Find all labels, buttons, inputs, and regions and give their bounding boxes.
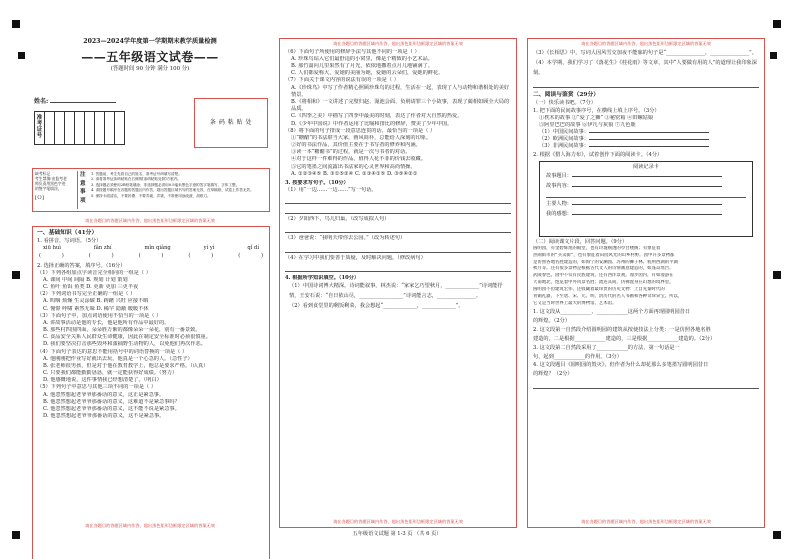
r-q1: 1. 把下面的民间故事序号，在横线上填上序号。（3分） — [533, 107, 660, 114]
pinyin-1: xiū huì — [43, 245, 61, 252]
exam-no-cell[interactable] — [75, 112, 85, 145]
main-title: ——五年级语文试卷—— — [81, 49, 219, 64]
q2-3: （3）下面句子中，加点词语使用不恰当的一项是（ ） — [37, 312, 162, 319]
subtitle: (答题时间 90 分钟 满分 100 分) — [110, 66, 190, 73]
pinyin-row — [37, 245, 265, 252]
r-q1-cat: （2）欧洲民间故事： — [533, 136, 759, 143]
notice-title: 注 意 事 项 — [77, 171, 87, 209]
q2-5-option: D. 他忽然想起老爷爷那番话的意义，这不是紧急事。 — [43, 413, 165, 420]
mid-line: A.《珍珠鸟》中写了作者精心照顾珍珠鸟的过程，生活在一起，表现了人与动物和谐相处的美好情景。 — [291, 84, 510, 98]
pinyin-answer-1[interactable]: ( ) — [39, 253, 64, 260]
pinyin-answer-3[interactable]: ( ) — [138, 253, 164, 260]
absence-mark-note: 缺考标记 考生禁填!由监考老 师负责用黑色字迹 的签字笔填涂。 [Ｏ] — [35, 171, 75, 201]
r-q1-cat: （3）非洲民间故事： — [533, 143, 759, 150]
warning-bottom-left: 请在各题目的答题区域内作答，超出黑色矩形边框限定区域的答案无效 — [85, 523, 215, 528]
card-row: 故事题目： — [546, 173, 746, 180]
pinyin-answer-2[interactable]: ( ) — [88, 253, 114, 260]
q2-3-option: C. 食品安全关系人民群众生命健康，因此在制定安全标准时必须很慎重。 — [43, 334, 211, 341]
right-line: （4）本学期，我们学习了《落花生》《桂花雨》等文章，其中“人要做有用的人”的道理让我印象深刻。 — [533, 59, 757, 76]
reading-card — [539, 161, 753, 237]
mid-line: B.《将相和》一文讲述了完璧归赵、渑池会面、负荆请罪三个小故事，表现了蔺相如顾全大局的品质。 — [291, 99, 510, 113]
pinyin-5: qǐ dí — [247, 245, 259, 252]
registration-mark-ml — [12, 271, 20, 279]
answer-line[interactable] — [285, 223, 511, 233]
mid-line: D.《少年中国说》中作者运用了比喻和排比的修辞，赞美了少年中国。 — [291, 120, 453, 127]
mid-q6: （6）下面句子所使用的修辞手法与其他不同的一项是（ ） — [285, 48, 420, 55]
mid-line: （1）用“一边……一边……”写一句话。 — [285, 187, 377, 194]
q2-1-option: C. 鱼叶 鱼饵 鱼类 D. 更新 更加 三更半夜 — [43, 284, 139, 291]
mid-line: ③读一本“糖醋书”的过程，就是一次与书者的对话。 — [291, 149, 411, 156]
card-row: 主要人物： — [546, 201, 746, 208]
r-q1-option: ⑤阿里巴巴的故事 ⑥伊凡与灰狼 ⑦九色鹿 — [539, 121, 636, 128]
answer-blank[interactable] — [572, 204, 722, 205]
right-column — [527, 38, 765, 528]
mid-q7: （7）下面关于课文内容的说法有误的一项是（ ） — [285, 77, 399, 84]
mid-line: A. 珍珠鸟钻入它们最舒适的小窝里，像是个精致的小艺术品。 — [291, 55, 433, 62]
exam-no-cell[interactable] — [45, 112, 55, 145]
q2-5-option: B. 他忽然想起老爷爷那番话的意义，这难道不是紧急事吗？ — [43, 398, 180, 405]
exam-number-grid — [34, 111, 125, 145]
name-row — [34, 98, 116, 106]
exam-no-cell[interactable] — [115, 112, 125, 145]
name-label: 姓名: — [34, 98, 49, 105]
page-footer: 五年级语文试题 第 1-3 页 （共 6 页） — [352, 531, 442, 537]
registration-mark-ml2 — [18, 52, 25, 59]
sub1-heading: （一）快乐读书吧。（7分） — [533, 100, 596, 107]
passage: 圆明园，有金碧辉煌的殿堂，也有玲珑剔透的亭台楼阁；有象征着 热闹街市的“买卖街”，也有象征着田园风光的山乡村野。园中许多景物都 是仿照各地名胜建造的，如海宁的安澜园、苏州的狮子林、杭州西湖的平湖 秋月等。还有很多景物是根据古代文人的诗情画意建造的，如蓬岛瑶台、 武陵春色。园中不仅有民族建筑，还有西洋景观。漫步园内，有如漫游在 天南地北，饱览着中外风景名胜；流连其间，仿佛置身在幻想的境界里。 圆明园不但建筑宏伟，还收藏着最珍贵的历史文物：上自先秦时代的 青铜礼器，下至唐、宋、元、明、清历代的名人书画和各种奇珍异宝。所以， 它又是当时世界上最大的博物馆、艺术馆。 — [533, 245, 683, 306]
barcode-label: 条 码 粘 贴 处 — [209, 118, 253, 126]
q2-2-option: C. 憧憬 呼啸 素然无味 D. 稀罕 隐蔽 暖暖不休 — [43, 305, 149, 312]
q2-2: （2）下列词语书写完全正确的一组是（ ） — [37, 291, 136, 298]
warning-top-left: 请在各题目的答题区域内作答，超出黑色矩形边框限定区域的答案无效 — [85, 218, 215, 223]
answer-line[interactable] — [285, 262, 511, 272]
answer-blank[interactable] — [572, 176, 722, 177]
q2-4-option: B. 张老师很男孩，但是对于他在教育教学上，他总是要求严格。（认真） — [43, 362, 209, 369]
mid-line: C. 人们都爱称大，爱她的美丽为她，爱她的云朵们，爱她的鲜花。 — [291, 70, 444, 77]
r-q1-cat: （1）中国民间故事： — [533, 129, 759, 136]
warning-top-right: 请在各题目的答题区域内作答，超出黑色矩形边框限定区域的答案无效 — [581, 41, 711, 46]
answer-line[interactable] — [285, 194, 511, 204]
q2-5-option: A. 他忽然想起老爷爷那番话的意义，这正是紧急事。 — [43, 391, 165, 398]
mid-line: （1）中国诗词博大精深。诗词能叙事，林杰说：“家家乞巧望秋月，_____________”诗词能抒情，王安石说：“自日依山尽，_________________”诗词能言志，_______________。 — [289, 282, 503, 299]
q2-3-option: D. 我们要坚决打击那些毁坏和滥捕野生动物的人，以免他们再次作恶。 — [43, 341, 206, 348]
pinyin-4: yí yì — [203, 245, 215, 252]
barcode-area — [194, 98, 268, 148]
q2-1: （1）下列各组加点字读音完全相同的一组是（ ） — [37, 269, 151, 276]
absence-mark-tag[interactable]: [Ｏ] — [35, 194, 44, 201]
q2-1-option: A. 课间 中间 间隔 B. 规划 计划 策划 — [43, 276, 128, 283]
pinyin-answer-5[interactable]: ( ) — [238, 253, 263, 260]
answer-line[interactable] — [285, 204, 511, 214]
answer-line[interactable] — [546, 190, 746, 198]
pinyin-answer-row — [37, 253, 265, 260]
answer-blank[interactable] — [572, 186, 722, 187]
instructions-box — [32, 168, 270, 212]
right-line: （3）《长相思》中，写词人因风雪交加夜不能寐的句子是“_______________，_______________”。 — [533, 49, 757, 56]
mid-line: ④对于这样一件难得的作品，值得人花不菲的价钱去收藏。 — [291, 156, 426, 163]
exam-no-cell[interactable] — [65, 112, 75, 145]
q2-4: （4）下面句子表达的意思不能用括号中的词语替换的一项是（ ） — [37, 348, 188, 355]
mid-line: ②好的书法作品，其价值主要在于书写者的修养和内涵。 — [291, 142, 421, 149]
left-column — [30, 38, 270, 528]
registration-mark-mr2 — [770, 52, 777, 59]
q2-3-option: B. 那些村四围四面，朵朵胜万紫的都像朵朵一朵花，别有一番景致。 — [43, 327, 201, 334]
q2-heading: 2. 选择正确的答案，填序号。（16分） — [37, 262, 126, 269]
registration-mark-tr — [773, 20, 781, 28]
middle-column — [279, 38, 517, 528]
exam-no-cell[interactable] — [105, 112, 115, 145]
exam-title: 2023—2024学年度第一学期期末教学质量检测 — [83, 38, 217, 45]
section1-heading: 一、基础知识（41分） — [37, 230, 98, 236]
answer-blank[interactable] — [589, 132, 709, 133]
q2-4-option: C. 只要我们都能勤勤恳恳，就一定能获得好成绩。（努力） — [43, 370, 178, 377]
mid-line: ①“糖醋”的书法堪当大家，画风简朴，总能给人深刻的印象。 — [291, 134, 432, 141]
mid-q4-heading: 4. 根据所学知识填空。（10分） — [285, 274, 360, 281]
notice-items: 1. 答题前，考生先将自己的姓名、准考证号码填写清楚。 2. 请将准考证条码粘贴在右侧的[条码粘贴处]的方框内。 3. 选择题必须使用2B铅笔填涂；非选择题必须用0.5毫米黑色字迹的签字笔填写，字体工整。 4. 请按题号顺序在各题的答题区内作答，超出答题区域书写的答案无效，在草稿纸、试卷上作答无效。 5. 保持卡面清洁，不要折叠、不要弄破、弄皱，不准使用涂改液、刮纸刀。 — [91, 172, 254, 198]
exam-no-cell[interactable] — [85, 112, 95, 145]
card-row: 故事内容： — [546, 183, 746, 190]
answer-line[interactable] — [533, 78, 759, 88]
section1-answer-area — [32, 226, 270, 559]
warning-top-middle: 请在各题目的答题区域内作答，超出黑色矩形边框限定区域的答案无效 — [333, 41, 463, 46]
name-input[interactable] — [50, 102, 116, 103]
answer-blank[interactable] — [572, 214, 722, 215]
r-q2: 2. 根据《猎人海力布》，试着创作下面的阅读卡。（4分） — [533, 151, 663, 158]
mid-line: C.《四季之美》中描写了四季中最美的时刻，表达了作者对大自然的热爱。 — [291, 113, 463, 120]
passage-questions: 1. 这文段从____________、____________这两个方面再现圆明园昔日 的辉煌。（2分） 2. 这文段第一自然段介绍圆明园的建筑从按使技法上分类：一是仿照各地名胜 建造的，二是根据____________建造的，三是根据____________建造的。（2分） 3. 这文段第二自然段采用了____________的方法，第一句话是一 句，起到____________的作用。（3分） 4. 这文段题目《圆明园的毁灭》，但作者为什么却花那么多笔墨写圆明园昔日 的辉煌？（2分） — [533, 309, 716, 378]
q2-5-option: C. 他忽然想起老爷爷那番话的意义，这不能不说是紧急事。 — [43, 405, 180, 412]
mid-line: （4）在学习中我们要善于质疑，及时解决问题。（修改病句） — [285, 254, 426, 261]
pinyin-3: mǐn qiǎng — [144, 245, 171, 252]
mid-line: （2）看到食堂里的剩饭剩菜，我会想起“_____________，_____________”。 — [289, 302, 464, 309]
q2-4-option: D. 他感慨地说，这件事情我已经想清楚了。（明白） — [43, 377, 162, 384]
registration-mark-mr — [773, 271, 781, 279]
q2-4-option: A. 他刚刚把作业写好就出去玩，他真是一个心急的人。（急性子） — [43, 355, 193, 362]
mid-line: （2）夕阳西下，鸟儿归巢。（改写成拟人句） — [285, 216, 390, 223]
mid-q8: （8）将下面的句子排成一段意思连贯的话，最恰当的一项是（ ） — [285, 127, 436, 134]
registration-mark-tl — [12, 20, 20, 28]
answer-line[interactable] — [533, 379, 759, 389]
mid-line: B. 那竹篙向儿里果然有了月光，依依地撒着点月儿地铺满了。 — [291, 63, 433, 70]
exam-no-cell[interactable] — [95, 112, 105, 145]
answer-blank[interactable] — [589, 139, 709, 140]
pinyin-2: fǎn zhí — [93, 245, 112, 252]
q2-5: （5）下列句子中意思与其他三项不同的一项是（ ） — [37, 384, 157, 391]
answer-line[interactable] — [285, 243, 511, 253]
mid-q3-heading: 3. 按要求写句子。（10分） — [285, 179, 349, 186]
mid-line: A. ①②③④⑤ B. ③①⑤②④ C. ②③④①⑤ D. ③⑤④②① — [291, 170, 418, 177]
answer-blank[interactable] — [589, 146, 709, 147]
exam-no-label: 准 考 证 号 — [35, 112, 45, 145]
q2-2-option: A. 呜咽 烦燥 生灵涂碳 B. 踌躇 兴旺 应接不暇 — [43, 298, 149, 305]
mid-line: ⑤它的笔墨之间流露出书法家的心灵世界和高尚情操。 — [291, 163, 416, 170]
section2-heading: 二、阅读与鉴赏（29分） — [533, 92, 600, 99]
warning-bottom-right: 请在各题目的答题区域内作答，超出黑色矩形边框限定区域的答案无效 — [581, 519, 711, 525]
mid-line: （3）爸爸说：“我明天带你去公园。”（改为转述句） — [285, 235, 406, 242]
exam-no-cell[interactable] — [55, 112, 65, 145]
r-q1-option: ①枕木的故事 ②“爱了之狮” ③秘密箱 ④田螺姑娘 — [539, 114, 654, 121]
reading-card-title: 阅读记录卡 — [633, 163, 659, 170]
sub2-heading: （二）阅读课文片段，回答问题。（9分） — [533, 238, 628, 245]
card-row: 我的感想： — [546, 211, 746, 218]
q1-heading: 1. 看拼音，写词语。（5分） — [37, 237, 102, 244]
warning-bottom-middle: 请在各题目的答题区域内作答，超出黑色矩形边框限定区域的答案无效 — [333, 519, 463, 525]
q2-3-option: A. 讲故事活动是他的专长，他是他所有作品中最好的。 — [43, 319, 170, 326]
pinyin-answer-4[interactable]: ( ) — [188, 253, 214, 260]
